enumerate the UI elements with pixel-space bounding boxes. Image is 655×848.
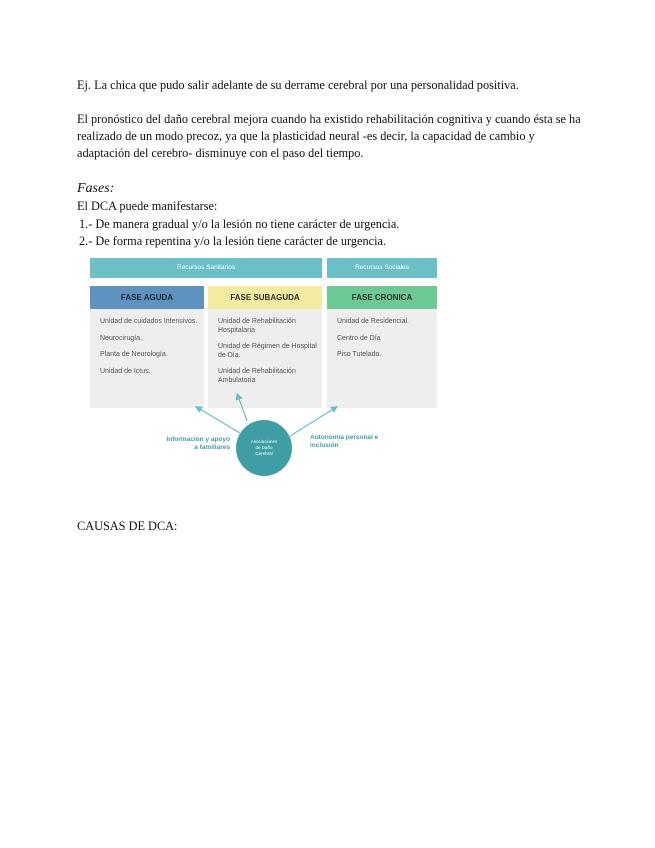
list-item: Unidad de Residencial. xyxy=(337,318,409,325)
list-item: Unidad de Ictus. xyxy=(100,367,151,375)
asociaciones-circle xyxy=(236,420,292,476)
list-item: Unidad de cuidados Intensivos. xyxy=(100,318,198,325)
list-item-repentina: 2.- De forma repentina y/o la lesión tiene carácter de urgencia. xyxy=(79,234,387,248)
arrow-to-aguda xyxy=(198,408,240,433)
list-item: Piso Tutelado. xyxy=(337,351,382,358)
intro-paragraph: Ej. La chica que pudo salir adelante de su derrame cerebral por una personalidad positiva. xyxy=(77,78,519,92)
list-item: Planta de Neurología. xyxy=(100,351,168,358)
header-sociales-label: Recursos Sociales xyxy=(355,264,409,271)
list-item: Unidad de Rehabilitación Ambulatoria xyxy=(218,368,296,384)
fase-subaguda-title: FASE SUBAGUDA xyxy=(208,286,322,309)
fase-aguda-title: FASE AGUDA xyxy=(90,286,204,309)
fases-intro: El DCA puede manifestarse: xyxy=(77,199,218,213)
fases-diagram xyxy=(90,258,442,483)
arrow-to-cronica xyxy=(290,408,335,436)
prognosis-paragraph: El pronóstico del daño cerebral mejora cuando ha existido rehabilitación cognitiva y cuando ésta se ha realizado de un modo precoz, ya que la plasticidad neural -es decir, la capacidad de cambio y adaptación del cerebro- disminuye con el paso del tiempo. xyxy=(77,112,581,160)
arrow-to-subaguda xyxy=(238,396,247,421)
list-item-gradual: 1.- De manera gradual y/o la lesión no tiene carácter de urgencia. xyxy=(79,217,400,231)
fase-cronica-title: FASE CRONICA xyxy=(327,286,437,309)
list-item: Neurocirugía. xyxy=(100,334,143,342)
list-item: Unidad de Rehabilitación Hospitalaria xyxy=(218,318,296,334)
causas-heading: CAUSAS DE DCA: xyxy=(77,519,178,533)
fases-heading: Fases: xyxy=(77,181,115,196)
asociaciones-label: Asociaciones de Daño Cerebral xyxy=(250,439,278,456)
info-apoyo-label: Información y apoyo a familiares xyxy=(166,436,230,451)
list-item: Unidad de Régimen de Hospital de Día. xyxy=(218,343,317,359)
autonomia-label: Autonomía personal e inclusión xyxy=(310,434,379,449)
header-sanitarios-label: Recursos Sanitarios xyxy=(176,264,236,271)
list-item: Centro de Día xyxy=(337,334,381,342)
